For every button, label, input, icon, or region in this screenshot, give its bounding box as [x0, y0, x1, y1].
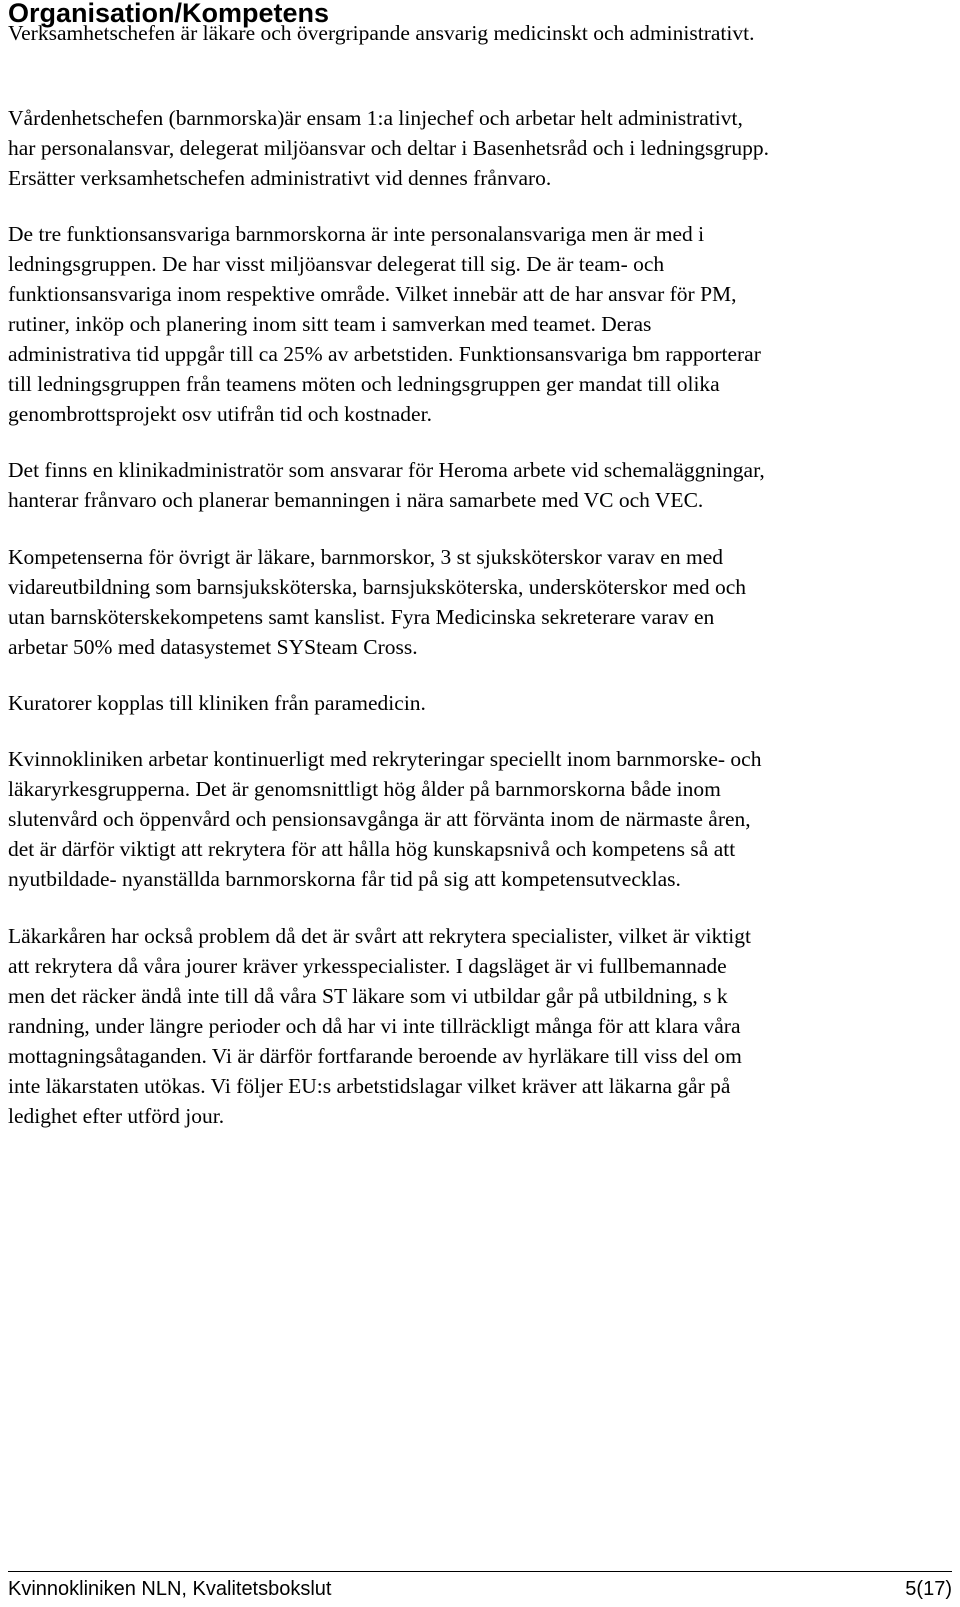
- text-line: ledighet efter utförd jour.: [8, 1104, 225, 1128]
- text-line: mottagningsåtaganden. Vi är därför fortfarande beroende av hyrläkare till viss del om: [8, 1044, 742, 1068]
- text-line: hanterar frånvaro och planerar bemanningen i nära samarbete med VC och VEC.: [8, 488, 704, 512]
- text-line: slutenvård och öppenvård och pensionsavgånga är att förvänta inom de närmaste åren,: [8, 807, 751, 831]
- text-line: men det räcker ändå inte till då våra ST läkare som vi utbildar går på utbildning, s k: [8, 984, 728, 1008]
- text-line: inte läkarstaten utökas. Vi följer EU:s arbetstidslagar vilket kräver att läkarna går på: [8, 1074, 731, 1098]
- text-line: rutiner, inköp och planering inom sitt team i samverkan med teamet. Deras: [8, 312, 652, 336]
- text-line: randning, under längre perioder och då har vi inte tillräckligt många för att klara våra: [8, 1014, 741, 1038]
- page-heading: Organisation/Kompetens: [8, 0, 330, 28]
- text-line: arbetar 50% med datasystemet SYSteam Cross.: [8, 635, 418, 659]
- paragraph-recruitment: [8, 744, 954, 894]
- paragraph-counselors: [8, 688, 954, 718]
- text-line: till ledningsgruppen från teamens möten och ledningsgruppen ger mandat till olika: [8, 372, 720, 396]
- text-line: Kompetenserna för övrigt är läkare, barnmorskor, 3 st sjuksköterskor varav en med: [8, 545, 723, 569]
- text-line: Läkarkåren har också problem då det är svårt att rekrytera specialister, vilket är viktigt: [8, 924, 751, 948]
- text-line: utan barnsköterskekompetens samt kanslist. Fyra Medicinska sekreterare varav en: [8, 605, 715, 629]
- paragraph-function-midwives: [8, 219, 954, 429]
- text-line: Vårdenhetschefen (barnmorska)är ensam 1:a linjechef och arbetar helt administrativt,: [8, 106, 743, 130]
- paragraph-competences: [8, 542, 954, 662]
- text-line: ledningsgruppen. De har visst miljöansvar delegerat till sig. De är team- och: [8, 252, 665, 276]
- text-line: funktionsansvariga inom respektive område. Vilket innebär att de har ansvar för PM,: [8, 282, 737, 306]
- text-line: genombrottsprojekt osv utifrån tid och kostnader.: [8, 402, 432, 426]
- text-line: har personalansvar, delegerat miljöansvar och deltar i Basenhetsråd och i ledningsgrupp.: [8, 136, 769, 160]
- text-line: Kuratorer kopplas till kliniken från paramedicin.: [8, 691, 426, 715]
- footer-page-number: 5(17): [905, 1578, 952, 1600]
- footer-document-title: Kvinnokliniken NLN, Kvalitetsbokslut: [8, 1578, 332, 1600]
- text-line: att rekrytera då våra jourer kräver yrkesspecialister. I dagsläget är vi fullbemannade: [8, 954, 727, 978]
- text-line: Kvinnokliniken arbetar kontinuerligt med rekryteringar speciellt inom barnmorske- och: [8, 747, 762, 771]
- footer-divider: [8, 1571, 952, 1572]
- text-line: administrativa tid uppgår till ca 25% av arbetstiden. Funktionsansvariga bm rapporterar: [8, 342, 761, 366]
- text-line: Det finns en klinikadministratör som ansvarar för Heroma arbete vid schemaläggningar,: [8, 458, 765, 482]
- paragraph-unit-manager: [8, 103, 954, 193]
- text-line: De tre funktionsansvariga barnmorskorna är inte personalansvariga men är med i: [8, 222, 705, 246]
- text-line: det är därför viktigt att rekrytera för att hålla hög kunskapsnivå och kompetens så att: [8, 837, 736, 861]
- text-line: Verksamhetschefen är läkare och övergripande ansvarig medicinskt och administrativt.: [8, 21, 755, 45]
- text-line: nyutbildade- nyanställda barnmorskorna får tid på sig att kompetensutvecklas.: [8, 867, 681, 891]
- page-footer: [8, 1575, 952, 1603]
- paragraph-clinic-administrator: [8, 455, 954, 515]
- paragraph-physicians: [8, 921, 954, 1131]
- text-line: läkaryrkesgrupperna. Det är genomsnittligt hög ålder på barnmorskorna både inom: [8, 777, 721, 801]
- text-line: Ersätter verksamhetschefen administrativt vid dennes frånvaro.: [8, 166, 552, 190]
- text-line: vidareutbildning som barnsjuksköterska, barnsjuksköterska, undersköterskor med och: [8, 575, 747, 599]
- paragraph-management: [8, 18, 954, 48]
